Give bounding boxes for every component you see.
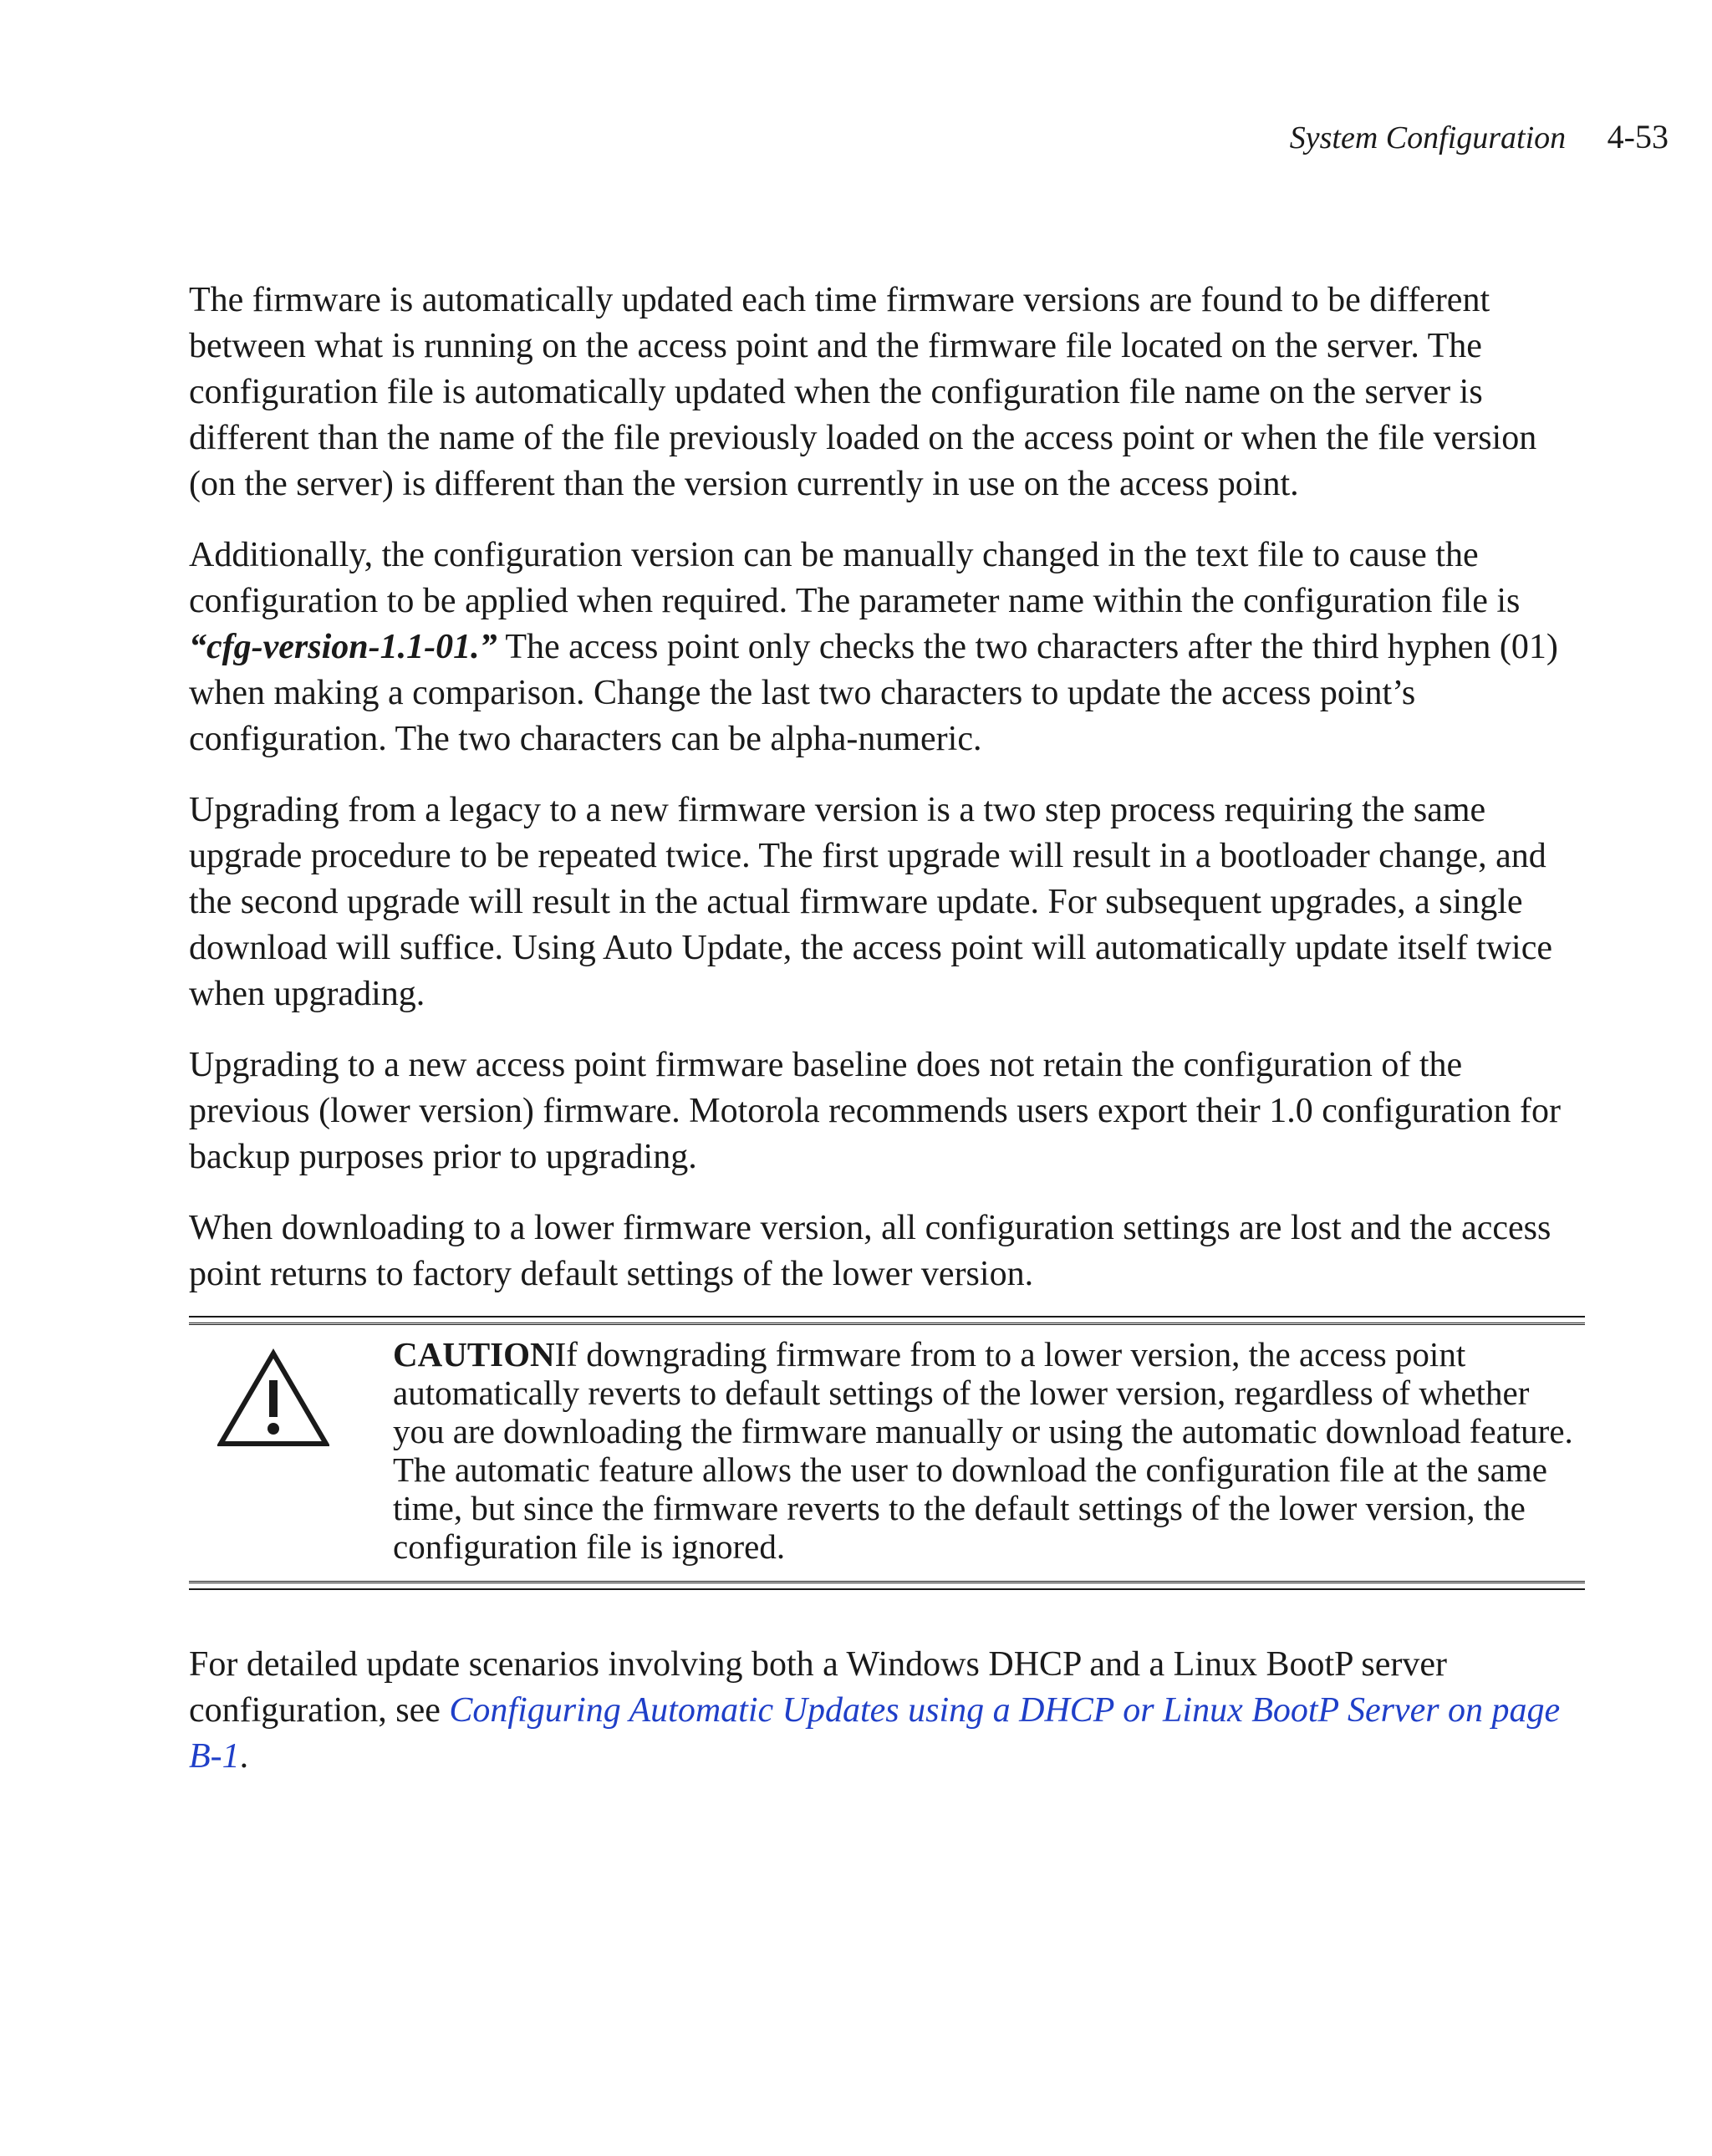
caution-text xyxy=(393,1335,1585,1566)
running-header xyxy=(1290,117,1669,156)
section-title: System Configuration xyxy=(1289,120,1567,155)
warning-triangle-icon xyxy=(217,1348,329,1449)
paragraph-closing xyxy=(189,1642,1585,1780)
caution-body: If downgrading firmware from to a lower version, the access point automatically reverts to default settings of the lower version, regardless of whether you are downloading the firmware manually or using the automatic download feature. The automatic feature allows the user to download the configuration file at the same time, but since the firmware reverts to the default settings of the lower version, the configuration file is ignored. xyxy=(393,1335,1573,1566)
page-number: 4-53 xyxy=(1607,118,1669,155)
paragraph-config-version-cont: The access point only checks the two characters after the third hyphen (01) when making a comparison. Change the last two characters to update the access point’s configuration. The two characters can be alpha-numeric. xyxy=(189,628,1558,758)
param-name: “cfg-version-1.1-01.” xyxy=(189,628,497,666)
closing-period: . xyxy=(239,1737,249,1776)
paragraph-config-version xyxy=(189,533,1585,762)
caution-box xyxy=(189,1323,1585,1583)
cross-reference-link[interactable]: Configuring Automatic Updates using a DHCP or Linux BootP Server on page B-1 xyxy=(189,1691,1561,1776)
paragraph-baseline: Upgrading to a new access point firmware baseline does not retain the configuration of the previous (lower version) firmware. Motorola recommends users export their 1.0 configuration for backup purposes prior to upgrading. xyxy=(189,1046,1562,1176)
paragraph-auto-update: The firmware is automatically updated each time firmware versions are found to be different between what is running on the access point and the firmware file located on the server. The configuration file is automatically updated when the configuration file name on the server is different than the name of the file previously loaded on the access point or when the file version (on the server) is different than the version currently in use on the access point. xyxy=(189,281,1537,503)
paragraph-downgrade: When downloading to a lower firmware version, all configuration settings are lost and the access point returns to factory default settings of the lower version. xyxy=(189,1209,1552,1293)
caution-label: CAUTION xyxy=(393,1335,555,1374)
paragraph-config-version-text: Additionally, the configuration version can be manually changed in the text file to cause the configuration to be applied when required. The parameter name within the configuration file is xyxy=(189,536,1521,620)
page-content xyxy=(189,278,1585,1805)
closing-text: For detailed update scenarios involving both a Windows DHCP and a Linux BootP server configuration, see xyxy=(189,1645,1448,1730)
paragraph-legacy-upgrade: Upgrading from a legacy to a new firmware version is a two step process requiring the same upgrade procedure to be repeated twice. The first upgrade will result in a bootloader change, and the second upgrade will result in the actual firmware update. For subsequent upgrades, a single download will suffice. Using Auto Update, the access point will automatically update itself twice when upgrading. xyxy=(189,791,1553,1013)
